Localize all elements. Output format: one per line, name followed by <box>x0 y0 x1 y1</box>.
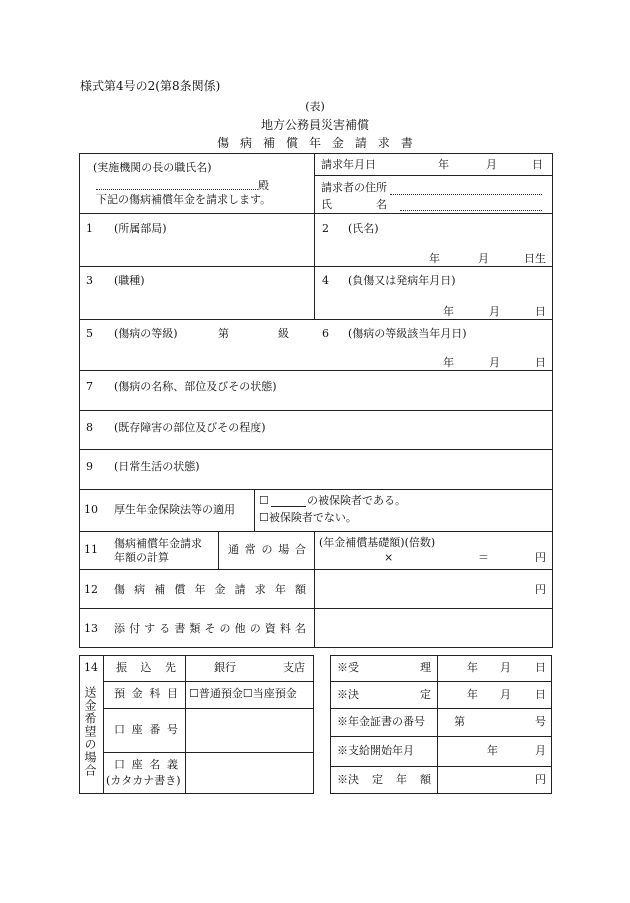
director-name-line <box>96 189 258 190</box>
address-label: 請求者の住所 <box>321 181 387 194</box>
remit-row-divider <box>103 708 314 709</box>
column-divider <box>254 489 255 531</box>
name-label: 氏 名 <box>321 198 387 211</box>
remit-row-divider <box>103 752 314 753</box>
branch-label: 支店 <box>283 661 305 674</box>
normal-case-label: 通 常 の 場 合 <box>228 543 306 556</box>
annual-claim-yen: 円 <box>535 583 546 596</box>
row-divider <box>79 531 553 532</box>
account-number-label: 口 座 番 号 <box>114 723 178 736</box>
received-year: 年 <box>467 661 478 674</box>
account-name-label: 口 座 名 義 <box>114 758 178 771</box>
item-number-9: 9 <box>86 460 93 473</box>
row-divider <box>79 370 553 371</box>
remittance-vertical-label: 送金希望の場合 <box>83 686 97 777</box>
request-date-month: 月 <box>486 158 497 171</box>
request-date-year: 年 <box>438 158 449 171</box>
column-divider <box>218 531 219 569</box>
decided-month: 月 <box>500 688 511 701</box>
remit-divider <box>103 655 104 794</box>
katakana-note: (カタカナ書き) <box>106 774 181 787</box>
equals-symbol: ＝ <box>478 551 489 564</box>
calc-header: (年金補償基礎額)(倍数) <box>319 536 436 549</box>
column-divider <box>314 153 315 319</box>
insured-checkbox[interactable]: ☐ <box>259 494 269 507</box>
decided-year: 年 <box>467 688 478 701</box>
director-label: (実施機関の長の職氏名) <box>93 161 212 174</box>
office-row-divider <box>330 708 552 709</box>
birth-year: 年 <box>429 252 440 265</box>
received-month: 月 <box>500 661 511 674</box>
insured-option-text: の被保険者である。 <box>307 494 406 507</box>
payment-start-month: 月 <box>535 744 546 757</box>
item-number-7: 7 <box>86 380 93 393</box>
grade-label: (傷病の等級) <box>114 327 178 340</box>
row-divider <box>79 489 553 490</box>
row-divider <box>79 319 553 320</box>
row-divider <box>79 608 553 609</box>
item-number-1: 1 <box>86 222 93 235</box>
not-insured-option[interactable]: ☐被保険者でない。 <box>259 511 357 524</box>
birth-day-suffix: 日生 <box>524 252 546 265</box>
organization-title: 地方公務員災害補償 <box>260 118 369 132</box>
account-type-options[interactable]: ☐普通預金☐当座預金 <box>189 687 297 700</box>
row-divider <box>79 213 553 214</box>
calc-yen: 円 <box>535 551 546 564</box>
remit-divider <box>185 655 186 794</box>
grade-date-day: 日 <box>535 356 546 369</box>
item-number-6: 6 <box>322 327 329 340</box>
injury-date-label: (負傷又は発病年月日) <box>348 274 456 287</box>
name-field-label: (氏名) <box>348 222 379 235</box>
column-divider <box>314 531 315 648</box>
item-number-3: 3 <box>86 274 93 287</box>
occupation-label: (職種) <box>114 274 145 287</box>
decided-day: 日 <box>535 688 546 701</box>
document-title: 傷 病 補 償 年 金 請 求 書 <box>217 136 413 150</box>
certificate-go: 号 <box>535 715 546 728</box>
item-number-2: 2 <box>322 222 329 235</box>
item-number-11: 11 <box>84 543 98 556</box>
payment-start-year: 年 <box>487 744 498 757</box>
daily-life-label: (日常生活の状態) <box>114 460 200 473</box>
payment-start-label: ※支給開始年月 <box>337 744 414 757</box>
certificate-dai: 第 <box>454 715 465 728</box>
annual-calc-label-2: 年額の計算 <box>114 551 169 564</box>
name-line <box>400 210 542 211</box>
grade-date-label: (傷病の等級該当年月日) <box>348 327 467 340</box>
certificate-number-label: ※年金証書の番号 <box>337 715 425 728</box>
dono-honorific: 殿 <box>258 179 269 192</box>
annual-claim-label: 傷 病 補 償 年 金 請 求 年 額 <box>114 583 306 596</box>
times-symbol: × <box>384 551 394 564</box>
item-number-10: 10 <box>84 503 98 516</box>
received-day: 日 <box>535 661 546 674</box>
decided-label: ※決 定 <box>337 688 431 701</box>
office-divider <box>437 655 438 794</box>
item-number-4: 4 <box>322 274 329 287</box>
injury-date-year: 年 <box>443 305 454 318</box>
side-mark: (表) <box>305 100 325 113</box>
item-number-5: 5 <box>86 327 93 340</box>
received-label: ※受 理 <box>337 661 431 674</box>
address-line <box>390 194 542 195</box>
decided-amount-yen: 円 <box>535 773 546 786</box>
office-row-divider <box>330 766 552 767</box>
request-date-underline <box>314 175 553 176</box>
existing-disability-label: (既存障害の部位及びその程度) <box>114 421 266 434</box>
account-type-label: 預 金 科 目 <box>114 687 178 700</box>
condition-label: (傷病の名称、部位及びその状態) <box>114 380 277 393</box>
request-date-label: 請求年月日 <box>321 158 376 171</box>
form-number: 様式第4号の2(第8条関係) <box>80 79 221 93</box>
injury-date-month: 月 <box>489 305 500 318</box>
grade-kyu: 級 <box>278 327 289 340</box>
remit-row-divider <box>103 681 314 682</box>
request-text: 下記の傷病補償年金を請求します。 <box>96 193 272 206</box>
decided-amount-label: ※決 定 年 額 <box>337 773 431 786</box>
row-divider <box>79 449 553 450</box>
grade-dai: 第 <box>218 327 229 340</box>
injury-date-day: 日 <box>535 305 546 318</box>
item-number-13: 13 <box>84 622 98 635</box>
row-divider <box>79 266 553 267</box>
birth-month: 月 <box>478 252 489 265</box>
item-number-12: 12 <box>84 583 98 596</box>
insured-blank-line <box>271 506 306 507</box>
grade-date-year: 年 <box>443 356 454 369</box>
bank-label: 銀行 <box>214 661 236 674</box>
request-date-day: 日 <box>532 158 543 171</box>
annual-calc-label-1: 傷病補償年金請求 <box>114 537 202 550</box>
department-label: (所属部局) <box>114 222 167 235</box>
office-row-divider <box>330 681 552 682</box>
item-number-8: 8 <box>86 421 93 434</box>
grade-date-month: 月 <box>489 356 500 369</box>
item-number-14: 14 <box>84 661 98 674</box>
row-divider <box>79 410 553 411</box>
row-divider <box>79 569 553 570</box>
pension-act-label: 厚生年金保険法等の適用 <box>114 503 235 516</box>
transfer-to-label: 振 込 先 <box>116 661 176 674</box>
attachments-label: 添 付 す る 書 類 そ の 他 の 資 料 名 <box>114 622 306 635</box>
office-row-divider <box>330 736 552 737</box>
